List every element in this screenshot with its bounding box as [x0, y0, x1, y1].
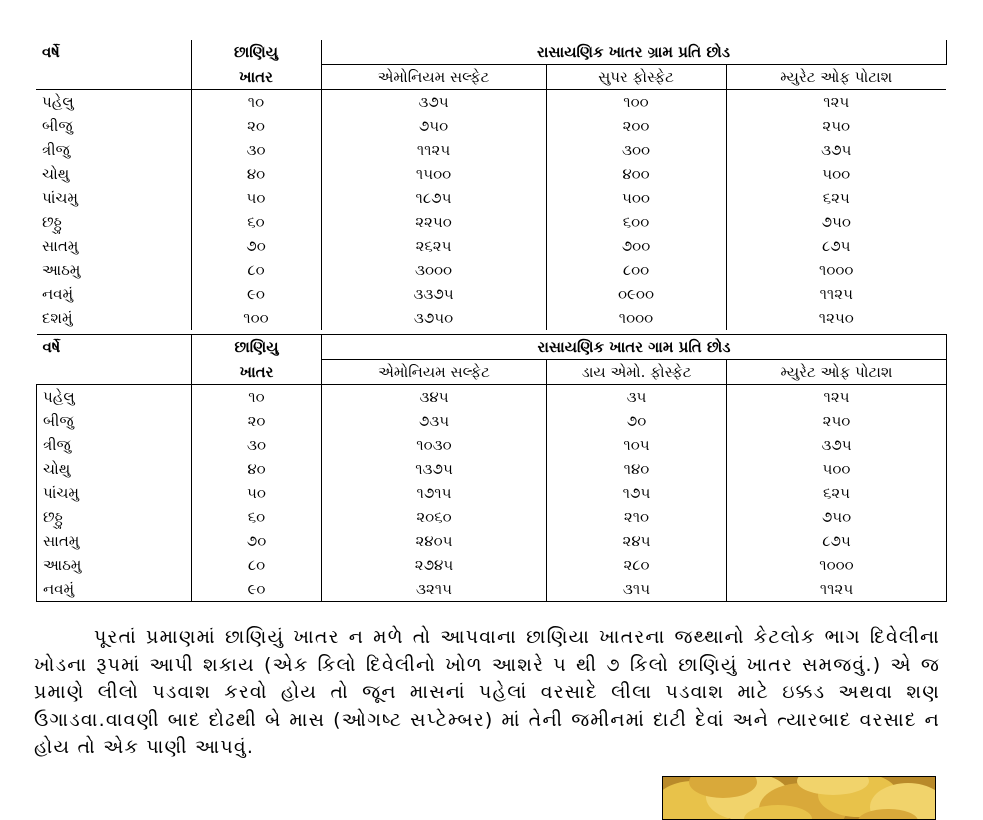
table-row [37, 577, 947, 602]
ammonium-sulphate-cell: ૭૩૫ [322, 409, 547, 433]
phosphate-cell: ૧૦૫ [547, 433, 727, 457]
ammonium-sulphate-cell: ૧૧૨૫ [321, 138, 546, 162]
ammonium-sulphate-cell: ૩૦૦૦ [321, 258, 546, 282]
ammonium-sulphate-cell: ૭૫૦ [321, 114, 546, 138]
potash-cell: ૬૨૫ [822, 189, 850, 207]
year-cell: નવમું [37, 577, 192, 602]
table-row [37, 385, 947, 410]
manure-header-line1: છાણિયુ [192, 335, 322, 360]
super-phosphate-header: સુપર ફોસ્ફેટ [546, 65, 726, 90]
ammonium-sulphate-cell: ૨૬૨૫ [321, 234, 546, 258]
phosphate-cell: ૭૦ [547, 409, 727, 433]
phosphate-cell: ૭૦૦ [546, 234, 726, 258]
manure-cell: ૮૦ [192, 553, 322, 577]
ammonium-sulphate-cell: ૩૩૭૫ [321, 282, 546, 306]
potash-cell: ૧૨૫ [823, 93, 850, 111]
year-cell: ચોથુ [36, 162, 191, 186]
manure-cell: ૨૦ [191, 114, 321, 138]
potash-cell: ૧૦૦૦ [819, 261, 854, 279]
table-row [36, 114, 946, 138]
phosphate-cell: ૦૯૦૦ [546, 282, 726, 306]
potash-cell: ૧૨૫ [727, 385, 947, 410]
chemical-fertilizer-header: રાસાયણિક ખાતર ગ્રામ પ્રતિ છોડ [321, 40, 946, 65]
ammonium-sulphate-cell: ૩૨૧૫ [322, 577, 547, 602]
ammonium-sulphate-cell: ૩૭૫૦ [321, 306, 546, 330]
table-row [37, 529, 947, 553]
manure-cell: ૬૦ [191, 210, 321, 234]
mango-fruits-photo [662, 776, 936, 820]
muriate-of-potash-header: મ્યુરેટ ઓફ પોટાશ [727, 360, 947, 385]
phosphate-cell: ૧૪૦ [547, 457, 727, 481]
phosphate-cell: ૨૮૦ [547, 553, 727, 577]
year-cell: દશમું [36, 306, 191, 330]
phosphate-cell: ૮૦૦ [546, 258, 726, 282]
table-row [37, 433, 947, 457]
potash-cell: ૭૫૦ [727, 505, 947, 529]
phosphate-cell: ૧૦૦૦ [546, 306, 726, 330]
manure-cell: ૬૦ [192, 505, 322, 529]
potash-cell: ૫૦૦ [727, 457, 947, 481]
year-header: વર્ષે [36, 40, 191, 65]
table-row [37, 457, 947, 481]
potash-cell: ૨૫૦ [727, 409, 947, 433]
ammonium-sulphate-cell: ૨૪૦૫ [322, 529, 547, 553]
ammonium-sulphate-cell: ૧૮૭૫ [321, 186, 546, 210]
potash-cell: ૩૭૫ [727, 433, 947, 457]
year-cell: સાતમુ [36, 234, 191, 258]
manure-header-line2: ખાતર [192, 360, 322, 385]
year-header: વર્ષે [37, 335, 192, 360]
year-cell: ત્રીજુ [36, 138, 191, 162]
phosphate-cell: ૪૦૦ [546, 162, 726, 186]
manure-cell: ૧૦ [191, 90, 321, 115]
table-row [37, 409, 947, 433]
manure-cell: ૭૦ [191, 234, 321, 258]
phosphate-cell: ૫૦૦ [546, 186, 726, 210]
table-row [37, 553, 947, 577]
table-subheader-row [37, 360, 947, 385]
fertilizer-table-1 [36, 40, 947, 330]
year-cell: પહેલુ [37, 385, 192, 410]
potash-cell: ૫૦૦ [822, 165, 851, 183]
phosphate-cell: ૧૦૦ [546, 90, 726, 115]
phosphate-cell: ૨૪૫ [547, 529, 727, 553]
manure-cell: ૧૦ [192, 385, 322, 410]
year-cell: બીજુ [36, 114, 191, 138]
table-1-body [36, 90, 946, 331]
muriate-of-potash-header: મ્યુરેટ ઓફ પોટાશ [726, 65, 946, 90]
manure-cell: ૮૦ [191, 258, 321, 282]
table-row [36, 138, 946, 162]
year-cell: પાંચમુ [37, 481, 192, 505]
ammonium-sulphate-cell: ૧૦૩૦ [322, 433, 547, 457]
year-cell: પહેલુ [36, 90, 191, 115]
year-cell: આઠમુ [36, 258, 191, 282]
ammonium-sulphate-cell: ૨૨૫૦ [321, 210, 546, 234]
potash-cell: ૩૭૫ [821, 141, 852, 159]
manure-cell: ૫૦ [192, 481, 322, 505]
phosphate-cell: ૬૦૦ [546, 210, 726, 234]
phosphate-cell: ૩૧૫ [547, 577, 727, 602]
table-header-row [36, 40, 946, 65]
potash-cell: ૭૫૦ [821, 213, 851, 231]
table-row [37, 481, 947, 505]
manure-cell: ૭૦ [192, 529, 322, 553]
potash-cell: ૧૧૨૫ [819, 285, 853, 303]
year-cell: ત્રીજુ [37, 433, 192, 457]
manure-cell: ૪૦ [191, 162, 321, 186]
ammonium-sulphate-cell: ૧૭૧૫ [322, 481, 547, 505]
manure-cell: ૯૦ [191, 282, 321, 306]
mango-photo-art [663, 777, 936, 820]
chemical-fertilizer-header: રાસાયણિક ખાતર ગામ પ્રતિ છોડ [322, 335, 947, 360]
year-cell: આઠમુ [37, 553, 192, 577]
year-cell: પાંચમુ [36, 186, 191, 210]
potash-cell: ૨૫૦ [822, 117, 851, 135]
body-paragraph [34, 624, 940, 762]
year-cell: નવમું [36, 282, 191, 306]
phosphate-cell: ૨૧૦ [547, 505, 727, 529]
table-row [36, 234, 946, 258]
manure-header-line2: ખાતર [191, 65, 321, 90]
manure-cell: ૪૦ [192, 457, 322, 481]
year-cell: બીજુ [37, 409, 192, 433]
phosphate-cell: ૨૦૦ [546, 114, 726, 138]
phosphate-cell: ૩૦૦ [546, 138, 726, 162]
ammonium-sulphate-header: એમોનિયમ સલ્ફેટ [322, 360, 547, 385]
potash-cell: ૮૭૫ [727, 529, 947, 553]
potash-cell: ૧૦૦૦ [727, 553, 947, 577]
year-cell: સાતમુ [37, 529, 192, 553]
ammonium-sulphate-cell: ૧૫૦૦ [321, 162, 546, 186]
manure-cell: ૩૦ [191, 138, 321, 162]
ammonium-sulphate-cell: ૩૪૫ [322, 385, 547, 410]
table-row [36, 258, 946, 282]
paragraph-text: પૂરતાં પ્રમાણમાં છાણિયું ખાતર ન મળે તો આપવાના છાણિયા ખાતરના જથ્થાનો કેટલોક ભાગ દિવેલીના ખોડના રૂપમાં આપી શકાય (એક કિલો દિવેલીનો ખોળ આશરે ૫ થી ૭ કિલો છાણિયું ખાતર સમજવું.) એ જ પ્રમાણે લીલો પડવાશ કરવો હોય તો જૂન માસનાં પહેલાં વરસાદે લીલા પડવાશ માટે ઇક્કડ અથવા શણ ઉગાડવા.વાવણી બાદ દોઢથી બે માસ (ઓગષ્ટ સપ્ટેમ્બર) માં તેની જમીનમાં દાટી દેવાં અને ત્યારબાદ વરસાદ ન હોય તો એક પાણી આપવું. [34, 626, 940, 758]
table-subheader-row [36, 65, 946, 90]
dap-header: ડાય એમો. ફોસ્ફેટ [547, 360, 727, 385]
manure-header-line1: છાણિયુ [191, 40, 321, 65]
potash-cell: ૮૭૫ [821, 237, 851, 255]
manure-cell: ૫૦ [191, 186, 321, 210]
fertilizer-table-2 [36, 334, 947, 602]
manure-cell: ૧૦૦ [191, 306, 321, 330]
potash-cell: ૧૧૨૫ [727, 577, 947, 602]
year-cell: છઠ્ઠુ [37, 505, 192, 529]
table-row [36, 186, 946, 210]
table-row [36, 210, 946, 234]
table-row [37, 505, 947, 529]
manure-cell: ૯૦ [192, 577, 322, 602]
manure-cell: ૨૦ [192, 409, 322, 433]
ammonium-sulphate-cell: ૨૦૬૦ [322, 505, 547, 529]
ammonium-sulphate-cell: ૩૭૫ [321, 90, 546, 115]
year-cell: ચોથુ [37, 457, 192, 481]
phosphate-cell: ૧૭૫ [547, 481, 727, 505]
ammonium-sulphate-header: એમોનિયમ સલ્ફેટ [321, 65, 546, 90]
ammonium-sulphate-cell: ૨૭૪૫ [322, 553, 547, 577]
table-row [36, 162, 946, 186]
year-cell: છઠ્ઠુ [36, 210, 191, 234]
ammonium-sulphate-cell: ૧૩૭૫ [322, 457, 547, 481]
phosphate-cell: ૩૫ [547, 385, 727, 410]
table-row [36, 282, 946, 306]
table-row [36, 306, 946, 330]
table-header-row [37, 335, 947, 360]
manure-cell: ૩૦ [192, 433, 322, 457]
potash-cell: ૬૨૫ [727, 481, 947, 505]
table-2-body [37, 385, 947, 602]
potash-cell: ૧૨૫૦ [818, 309, 854, 327]
table-row [36, 90, 946, 115]
